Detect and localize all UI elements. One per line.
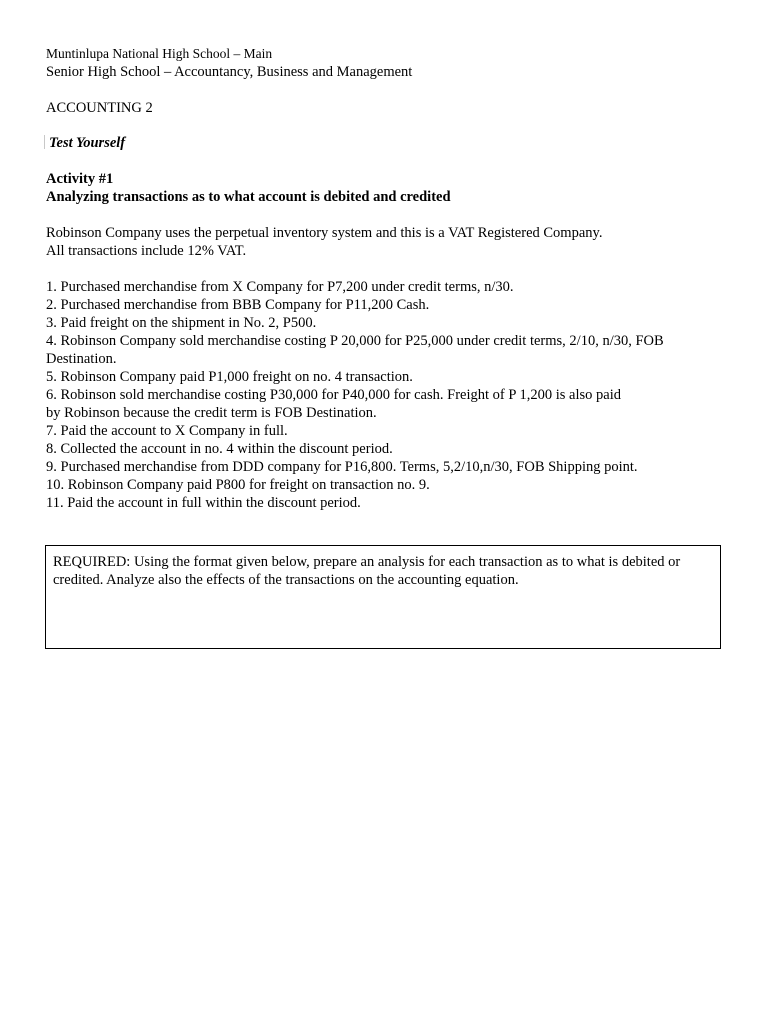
transaction-line: 2. Purchased merchandise from BBB Company for P11,200 Cash.	[46, 297, 430, 313]
section-title: Test Yourself	[49, 135, 126, 151]
transaction-line: 9. Purchased merchandise from DDD company for P16,800. Terms, 5,2/10,n/30, FOB Shipping point.	[46, 459, 638, 475]
subject-title: ACCOUNTING 2	[46, 100, 153, 116]
transaction-line: 7. Paid the account to X Company in full.	[46, 423, 288, 439]
transaction-line: 4. Robinson Company sold merchandise costing P 20,000 for P25,000 under credit terms, 2/10, n/30, FOB	[46, 333, 664, 349]
intro-line-2: All transactions include 12% VAT.	[46, 243, 247, 259]
required-line-2: credited. Analyze also the effects of the transactions on the accounting equation.	[53, 572, 519, 588]
transaction-line: 5. Robinson Company paid P1,000 freight on no. 4 transaction.	[46, 369, 413, 385]
transaction-line: 8. Collected the account in no. 4 within the discount period.	[46, 441, 393, 457]
transaction-line: 6. Robinson sold merchandise costing P30,000 for P40,000 for cash. Freight of P 1,200 is also paid	[46, 387, 621, 403]
required-text	[53, 553, 715, 589]
transaction-line: by Robinson because the credit term is FOB Destination.	[46, 405, 377, 421]
transaction-line: 10. Robinson Company paid P800 for freight on transaction no. 9.	[46, 477, 430, 493]
activity-number: Activity #1	[46, 171, 114, 187]
required-line-1: REQUIRED: Using the format given below, prepare an analysis for each transaction as to what is debited or	[53, 554, 681, 570]
activity-title: Analyzing transactions as to what account is debited and credited	[46, 189, 451, 205]
transaction-line: Destination.	[46, 351, 117, 367]
program-name: Senior High School – Accountancy, Business and Management	[46, 64, 413, 80]
school-name: Muntinlupa National High School – Main	[46, 46, 273, 61]
transaction-line: 11. Paid the account in full within the discount period.	[46, 495, 361, 511]
transaction-line: 3. Paid freight on the shipment in No. 2, P500.	[46, 315, 317, 331]
text-cursor-mark	[44, 135, 45, 149]
required-box	[45, 545, 721, 649]
intro-line-1: Robinson Company uses the perpetual inventory system and this is a VAT Registered Company.	[46, 225, 603, 241]
transaction-line: 1. Purchased merchandise from X Company for P7,200 under credit terms, n/30.	[46, 279, 514, 295]
